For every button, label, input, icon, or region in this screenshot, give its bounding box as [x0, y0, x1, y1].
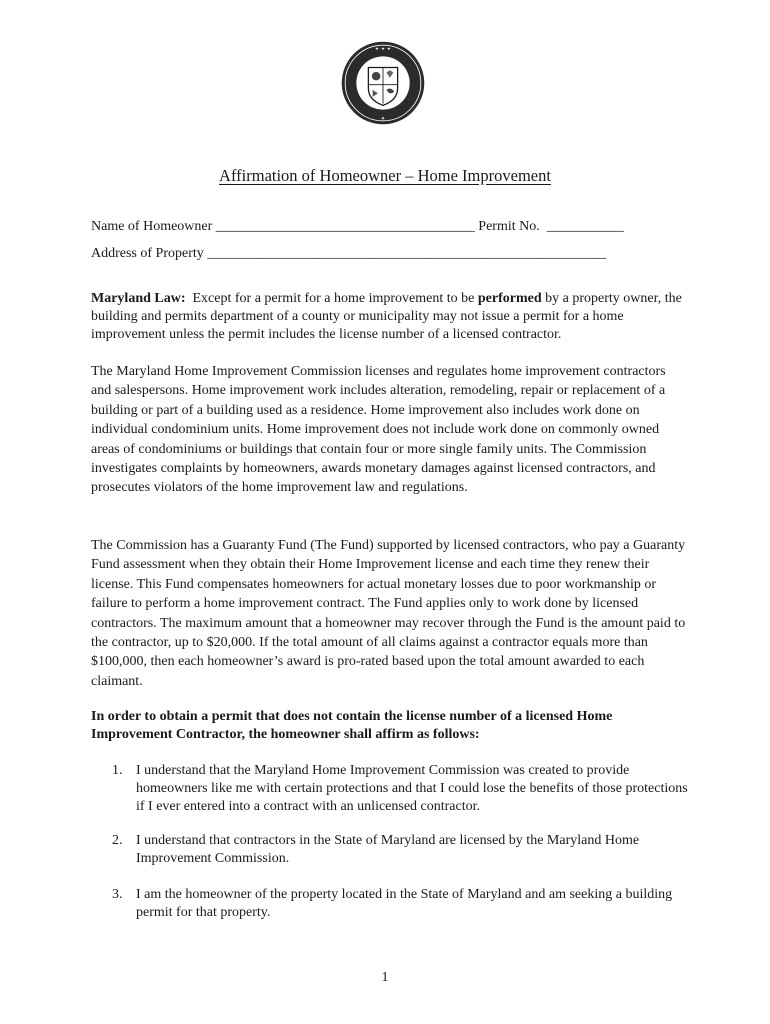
svg-text:✦: ✦	[380, 115, 386, 122]
document-title: Affirmation of Homeowner – Home Improvement	[219, 166, 551, 185]
list-item-number: 3.	[112, 887, 123, 902]
list-item-text: I understand that contractors in the State of Maryland are licensed by the Maryland Home Improvement Commission.	[136, 833, 640, 866]
affirm-heading: In order to obtain a permit that does not contain the license number of a licensed Home Improvement Contractor, the homeowner shall affirm as follows:	[91, 709, 613, 742]
maryland-law-label: Maryland Law:	[91, 291, 186, 306]
commission-paragraph: The Maryland Home Improvement Commission licenses and regulates home improvement contractors and salespersons. Home improvement work includes alteration, remodeling, repair or replacement of a building or part of a building used as a residence. Home improvement also includes work done on individual condominium units. Home improvement does not include work done on commonly owned areas of condominiums or buildings that contain four or more single family units. The Commission investigates complaints by homeowners, awards monetary damages against licensed contractors, and prosecutes violators of the home improvement law and regulations.	[91, 364, 666, 496]
maryland-law-text-2: by a property owner, the building and permits department of a county or municipality may not issue a permit for a home improvement unless the permit includes the license number of a licensed contractor.	[91, 291, 682, 342]
guaranty-fund-paragraph: The Commission has a Guaranty Fund (The Fund) supported by licensed contractors, who pay a Guaranty Fund assessment when they obtain their Home Improvement license and each time they renew their license. This Fund compensates homeowners for actual monetary losses due to poor workmanship or failure to perform a home improvement contract. The Fund applies only to work done by licensed contractors. The maximum amount that a homeowner may recover through the Fund is the amount paid to the contractor, up to $20,000. If the total amount of all claims against a contractor equals more than $100,000, then each homeowner’s award is pro-rated based upon the total amount awarded to each claimant.	[91, 538, 686, 689]
list-item	[112, 886, 690, 922]
list-item	[112, 832, 690, 868]
maryland-law-paragraph	[91, 290, 689, 344]
town-seal	[340, 40, 426, 126]
performed-word: performed	[477, 291, 542, 306]
svg-text:✦ ✦ ✦: ✦ ✦ ✦	[374, 46, 392, 53]
maryland-law-text-1: Except for a permit for a home improvement to be	[185, 291, 478, 306]
list-item-number: 2.	[112, 833, 123, 848]
list-item	[112, 762, 690, 816]
page-number: 1	[381, 970, 389, 985]
list-item-number: 1.	[112, 763, 123, 778]
address-line[interactable]: Address of Property _________________________________________________________	[91, 246, 607, 261]
homeowner-permit-line[interactable]: Name of Homeowner _____________________________________ Permit No. ___________	[91, 219, 624, 234]
list-item-text: I am the homeowner of the property located in the State of Maryland and am seeking a building permit for that property.	[136, 887, 673, 920]
list-item-text: I understand that the Maryland Home Improvement Commission was created to provide homeowners like me with certain protections and that I could lose the benefits of those protections if I ever entered into a contract with an unlicensed contractor.	[136, 763, 688, 814]
